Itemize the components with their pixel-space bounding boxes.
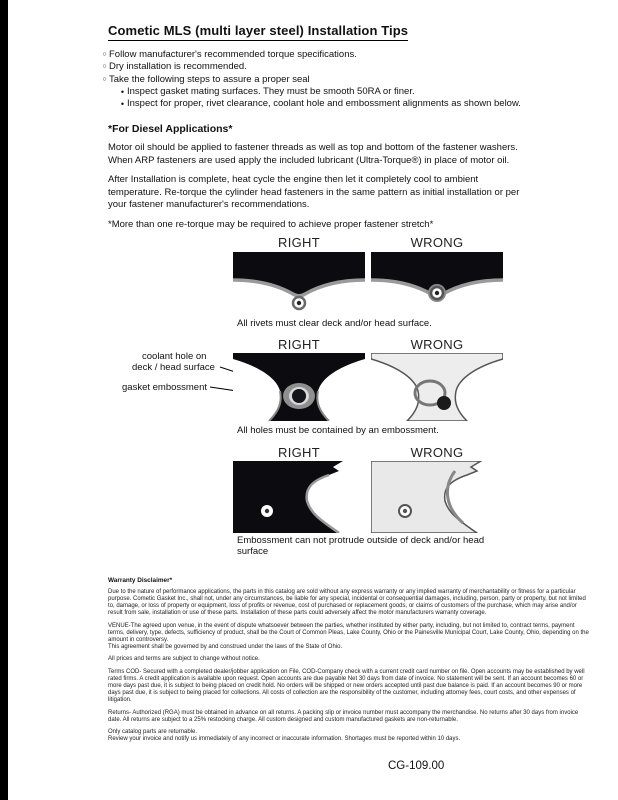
coolant-hole-label-line2: deck / head surface <box>132 361 215 373</box>
bullet-text: Dry installation is recommended. <box>109 61 247 73</box>
disclaimer-paragraph: Only catalog parts are returnable. <box>108 728 198 735</box>
retorque-note: *More than one re-torque may be required to achieve proper fastener stretch* <box>108 218 434 230</box>
document-content <box>98 0 590 743</box>
diesel-paragraph-1: Motor oil should be applied to fastener threads as well as top and bottom of the fastener washers. When ARP fasteners are used apply the included lubricant (Ultra-Torque®) in place of motor oil. <box>108 142 518 166</box>
diesel-applications-heading: *For Diesel Applications* <box>108 123 233 136</box>
disclaimer-paragraph: VENUE-The agreed upon venue, in the event of dispute whatsoever between the parties, whether instituted by either party, including, but not limited to, contract terms, payment terms, delivery, type, defects, sufficiency of product, shall be the Court of Common Pleas, Lake County, Ohio or the Painesville Municipal Court, Lake County, Ohio, depending on the amount in controversy. <box>108 622 589 643</box>
row2-caption: All holes must be contained by an embossment. <box>237 424 439 436</box>
bullet-item <box>98 74 590 86</box>
embossment-right-illustration <box>233 353 365 421</box>
gasket-embossment-label: gasket embossment <box>122 381 208 393</box>
row3-right-header: RIGHT <box>278 444 320 460</box>
sub-bullet-item <box>118 86 590 98</box>
bullet-marker-icon: ○ <box>102 51 107 58</box>
bullet-item <box>98 49 590 61</box>
page-title: Cometic MLS (multi layer steel) Installation Tips <box>108 23 408 41</box>
protrusion-right-figure <box>233 461 365 538</box>
disclaimer-paragraph: Terms COD- Secured with a completed dealer/jobber application on File, COD-Company check with a current credit card number on file. Open accounts may be established by well rated firms. A credit application is available upon request. Open accounts are due payable Net 30 days from date of invoice. No statement will be sent. If an account becomes 60 or more days past due, it is subject to being placed on credit hold. No orders will be shipped or new orders accepted until past due balance is paid. If an account becomes 90 or more days past due, it is subject to being placed for collections. All costs of collection are the responsibility of the customer, including attorney fees, court costs, and other expenses of litigation. <box>108 668 585 704</box>
bullet-text: Follow manufacturer's recommended torque specifications. <box>109 49 357 60</box>
sub-bullet-marker-icon: • <box>120 86 125 97</box>
sub-bullet-text: Inspect gasket mating surfaces. They must be smooth 50RA or finer. <box>127 85 415 97</box>
embossment-wrong-illustration <box>371 353 503 421</box>
diesel-paragraph-2: After Installation is complete, heat cycle the engine then let it completely cool to ambient temperature. Re-torque the cylinder head fasteners in the same pattern as initial installation or per your fastener manufacturer's recommendations. <box>108 174 520 211</box>
rivet-wrong-illustration <box>371 252 503 314</box>
row2-right-header: RIGHT <box>278 336 320 352</box>
protrusion-wrong-illustration <box>371 461 503 533</box>
disclaimer-paragraph: Returns- Authorized (RGA) must be obtained in advance on all returns. A packing slip or invoice number must accompany the merchandise. No returns after 30 days from invoice date. All returns are subject to a 25% restocking charge. All custom designed and custom manufactured gaskets are non-returnable. <box>108 709 579 723</box>
sub-bullet-marker-icon: • <box>120 99 125 110</box>
diagram-section <box>98 233 590 565</box>
protrusion-right-illustration <box>233 461 365 533</box>
row1-right-header: RIGHT <box>278 234 320 250</box>
embossment-right-figure <box>233 353 365 426</box>
disclaimer-paragraph: All prices and terms are subject to change without notice. <box>108 656 260 663</box>
warranty-disclaimer <box>108 577 590 744</box>
coolant-hole-label-line1: coolant hole on <box>142 350 207 362</box>
bullet-marker-icon: ○ <box>102 63 107 71</box>
disclaimer-paragraph: Review your invoice and notify us immediately of any incorrect or inaccurate information. Shortages must be reported within 10 days. <box>108 736 461 743</box>
bullet-list <box>98 49 590 110</box>
row1-wrong-header: WRONG <box>410 234 464 250</box>
bullet-text: Take the following steps to assure a proper seal <box>109 73 310 85</box>
sub-bullet-text: Inspect for proper, rivet clearance, coolant hole and embossment alignments as shown below. <box>127 98 521 110</box>
row3-caption: Embossment can not protrude outside of deck and/or head surface <box>237 534 485 557</box>
protrusion-wrong-figure <box>371 461 503 538</box>
sub-bullet-item <box>118 98 590 110</box>
embossment-wrong-figure <box>371 353 503 426</box>
binding-edge-bar <box>0 0 8 800</box>
page-number: CG-109.00 <box>388 760 445 772</box>
warranty-disclaimer-heading: Warranty Disclaimer* <box>108 576 173 584</box>
row3-wrong-header: WRONG <box>410 444 464 460</box>
disclaimer-paragraph: This agreement shall be governed by and construed under the laws of the State of Ohio. <box>108 644 343 651</box>
row2-wrong-header: WRONG <box>410 336 464 352</box>
row1-caption: All rivets must clear deck and/or head surface. <box>237 317 432 329</box>
bullet-item <box>98 61 590 73</box>
rivet-clearance-wrong-figure <box>371 252 503 319</box>
bullet-marker-icon: ○ <box>102 75 107 83</box>
rivet-clearance-right-figure <box>233 252 365 319</box>
rivet-right-illustration <box>233 252 365 314</box>
disclaimer-paragraph: Due to the nature of performance applications, the parts in this catalog are sold without any express warranty or any implied warranty of merchantability or fitness for a particular purpose. Cometic Gasket Inc., shall not, under any circumstances, be liable for any special, incidental or consequential damages, including, person, party or property, but not limited to, damage, or loss of property or equipment, loss of profits or revenue, cost of purchased or replacement goods, or claims of customers of the purchase, which may arise and/or result from sale, installation or use of these parts. Installation of these parts could adversely affect the motor manufacturers warranty coverage. <box>108 588 586 617</box>
